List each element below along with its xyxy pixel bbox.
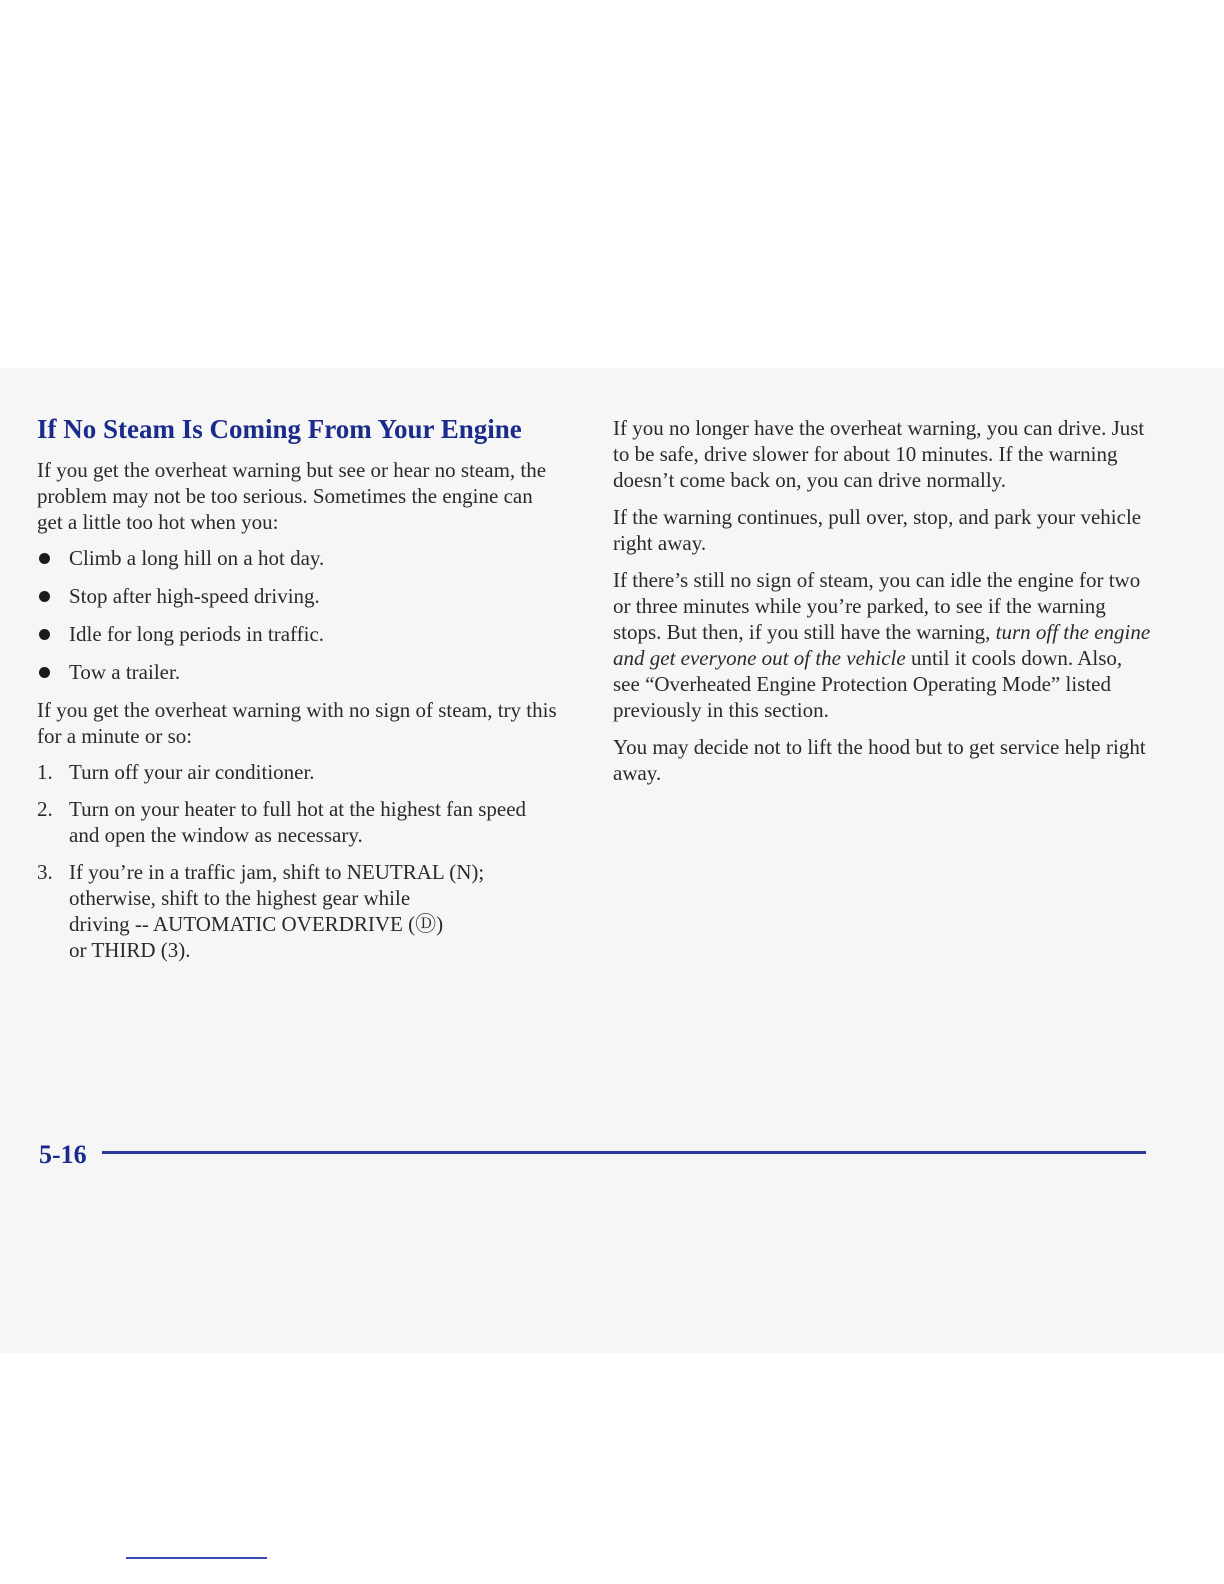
page-number: 5-16 xyxy=(39,1140,87,1169)
bullet-icon xyxy=(39,629,50,640)
bullet-icon xyxy=(39,591,50,602)
list-item: Tow a trailer. xyxy=(37,659,557,685)
drive-paragraph: If you no longer have the overheat warning, you can drive. Just to be safe, drive slower for about 10 minutes. If the warning doesn’t come back on, you can drive normally. xyxy=(613,416,1145,492)
right-column xyxy=(613,415,1153,797)
idle-paragraph: If there’s still no sign of steam, you can idle the engine for two or three minutes while you’re parked, to see if the warning stops. But then, if you still have the warning, turn off the engine and get everyone out of the vehicle until it cools down. Also, see “Overheated Engine Protection Operating Mode” listed previously in this section. xyxy=(613,568,1151,722)
continue-paragraph: If the warning continues, pull over, stop, and park your vehicle right away. xyxy=(613,505,1142,555)
list-item: Climb a long hill on a hot day. xyxy=(37,545,557,571)
left-column xyxy=(37,414,557,974)
bullet-icon xyxy=(39,667,50,678)
steps-list xyxy=(37,759,557,963)
warning-emphasis: turn off the engine and get everyone out of the vehicle xyxy=(613,620,1151,670)
step-item: 2. Turn on your heater to full hot at the highest fan speed and open the window as necessary. xyxy=(37,797,527,847)
footer-divider xyxy=(102,1151,1146,1154)
step-item: 3. If you’re in a traffic jam, shift to NEUTRAL (N); otherwise, shift to the highest gear while driving -- AUTOMATIC OVERDRIVE (Ⓓ) or THIRD (3). xyxy=(37,860,485,962)
intro-paragraph: If you get the overheat warning but see or hear no steam, the problem may not be too serious. Sometimes the engine can get a little too hot when you: xyxy=(37,458,547,534)
service-paragraph: You may decide not to lift the hood but to get service help right away. xyxy=(613,735,1146,785)
list-item: Idle for long periods in traffic. xyxy=(37,621,557,647)
section-heading: If No Steam Is Coming From Your Engine xyxy=(37,414,522,444)
list-item: Stop after high-speed driving. xyxy=(37,583,557,609)
step-item: 1. Turn off your air conditioner. xyxy=(37,760,315,784)
instructions-paragraph: If you get the overheat warning with no sign of steam, try this for a minute or so: xyxy=(37,698,557,748)
cause-list xyxy=(37,545,557,685)
bottom-divider xyxy=(126,1557,267,1559)
bullet-icon xyxy=(39,553,50,564)
